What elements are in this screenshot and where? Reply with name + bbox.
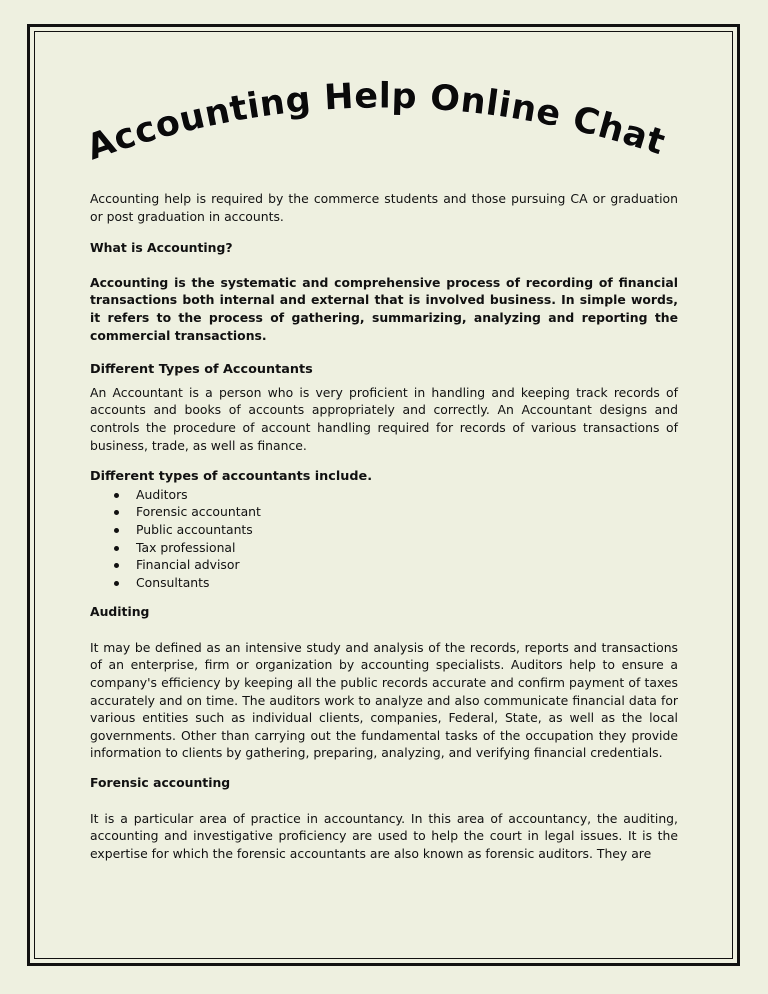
accountant-types-list <box>90 486 678 592</box>
list-item: Auditors <box>90 486 678 504</box>
list-item: Consultants <box>90 574 678 592</box>
auditing-heading: Auditing <box>90 604 150 620</box>
bullet-icon <box>114 581 119 586</box>
list-item: Public accountants <box>90 521 678 539</box>
bullet-icon <box>114 528 119 533</box>
what-is-accounting-heading: What is Accounting? <box>90 240 233 256</box>
bullet-icon <box>114 563 119 568</box>
bullet-icon <box>114 546 119 551</box>
bullet-icon <box>114 510 119 515</box>
auditing-paragraph: It may be defined as an intensive study and analysis of the records, reports and transactions of an enterprise, firm or organization by accounting specialists. Auditors help to ensure a company's efficiency by keeping all the public records accurate and confirm payment of taxes accurately and on time. The auditors work to analyze and also communicate financial data for various entities such as individual clients, companies, Federal, State, as well as the local governments. Other than carrying out the fundamental tasks of the occupation they provide information to clients by gathering, preparing, analyzing, and verifying financial credentials. <box>90 639 678 761</box>
forensic-heading: Forensic accounting <box>90 775 231 791</box>
intro-paragraph: Accounting help is required by the commerce students and those pursuing CA or graduation or post graduation in accounts. <box>90 191 678 224</box>
forensic-paragraph: It is a particular area of practice in accountancy. In this area of accountancy, the auditing, accounting and investigative proficiency are used to help the court in legal issues. It is the expertise for which the forensic accountants are also known as forensic auditors. They are <box>90 810 678 861</box>
page-title: Accounting Help Online Chat <box>81 76 670 169</box>
list-item: Forensic accountant <box>90 503 678 521</box>
title-banner <box>0 0 768 190</box>
list-item: Financial advisor <box>90 556 678 574</box>
bullet-icon <box>114 493 119 498</box>
accounting-definition: Accounting is the systematic and comprehensive process of recording of financial transactions both internal and external that is involved business. In simple words, it refers to the process of gathering, summarizing, analyzing and reporting the commercial transactions. <box>90 274 678 343</box>
accountant-list-heading: Different types of accountants include. <box>90 469 373 485</box>
types-heading: Different Types of Accountants <box>90 362 313 378</box>
types-paragraph: An Accountant is a person who is very proficient in handling and keeping track records of accounts and books of accounts appropriately and correctly. An Accountant designs and controls the procedure of account handling required for records of various transactions of business, trade, as well as finance. <box>90 384 678 453</box>
list-item: Tax professional <box>90 539 678 557</box>
document-body <box>90 190 678 874</box>
